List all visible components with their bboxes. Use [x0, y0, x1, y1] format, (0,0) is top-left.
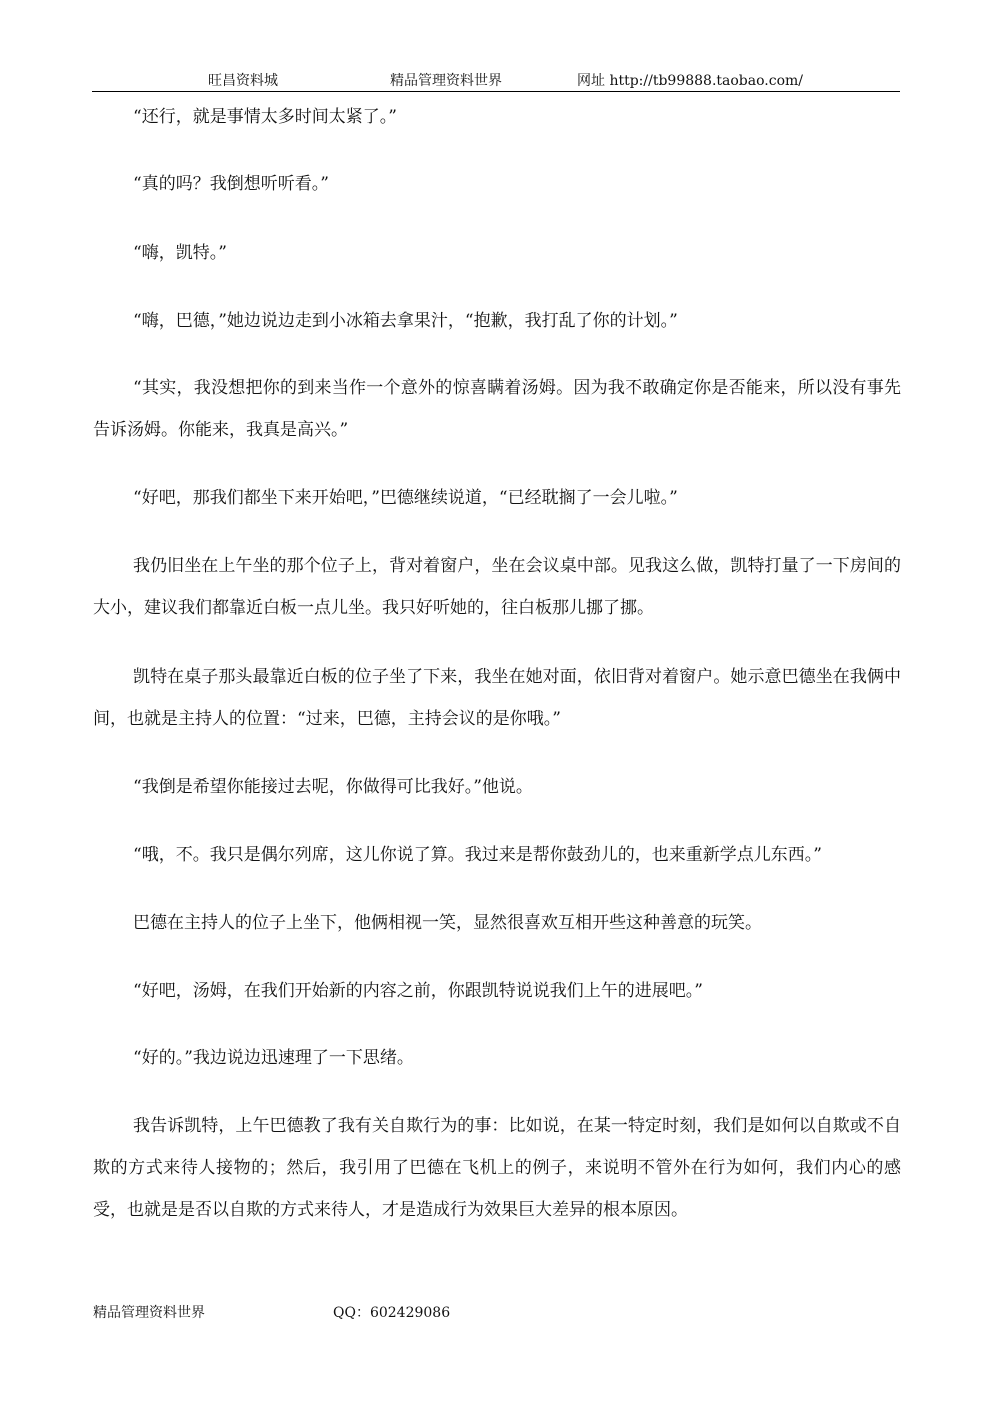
footer-qq: QQ：602429086: [333, 1305, 451, 1321]
paragraph: “还行，就是事情太多时间太紧了。”: [133, 107, 397, 127]
footer-site-name: 精品管理资料世界: [93, 1305, 205, 1321]
paragraph: “我倒是希望你能接过去呢，你做得可比我好。”他说。: [133, 777, 533, 797]
paragraph: 巴德在主持人的位子上坐下，他俩相视一笑，显然很喜欢互相开些这种善意的玩笑。: [133, 913, 762, 933]
header-url: 网址 http://tb99888.taobao.com/: [577, 73, 804, 89]
paragraph: 我仍旧坐在上午坐的那个位子上，背对着窗户，坐在会议桌中部。见我这么做，凯特打量了一下房间的大小，建议我们都靠近白板一点儿坐。我只好听她的，往白板那儿挪了挪。: [93, 556, 901, 618]
header-site-name: 旺昌资料城: [208, 73, 278, 89]
paragraph: 我告诉凯特，上午巴德教了我有关自欺行为的事：比如说，在某一特定时刻，我们是如何以自欺或不自欺的方式来待人接物的；然后，我引用了巴德在飞机上的例子，来说明不管外在行为如何，我们内心的感受，也就是是否以自欺的方式来待人，才是造成行为效果巨大差异的根本原因。: [93, 1116, 901, 1220]
header-rule: [92, 91, 900, 92]
page-header: [0, 70, 992, 92]
paragraph: “嗨，凯特。”: [133, 243, 227, 263]
paragraph: “真的吗？我倒想听听看。”: [133, 174, 329, 194]
paragraph: “嗨，巴德，”她边说边走到小冰箱去拿果汁，“抱歉，我打乱了你的计划。”: [133, 311, 678, 331]
paragraph: “其实，我没想把你的到来当作一个意外的惊喜瞒着汤姆。因为我不敢确定你是否能来，所以没有事先告诉汤姆。你能来，我真是高兴。”: [93, 378, 901, 440]
header-title: 精品管理资料世界: [390, 73, 502, 89]
paragraph: “哦，不。我只是偶尔列席，这儿你说了算。我过来是帮你鼓劲儿的，也来重新学点儿东西。”: [133, 845, 822, 865]
paragraph: “好吧，汤姆，在我们开始新的内容之前，你跟凯特说说我们上午的进展吧。”: [133, 981, 703, 1001]
paragraph: “好的。”我边说边迅速理了一下思绪。: [133, 1048, 414, 1068]
paragraph: 凯特在桌子那头最靠近白板的位子坐了下来，我坐在她对面，依旧背对着窗户。她示意巴德坐在我俩中间，也就是主持人的位置：“过来，巴德，主持会议的是你哦。”: [93, 667, 901, 729]
paragraph: “好吧，那我们都坐下来开始吧，”巴德继续说道，“已经耽搁了一会儿啦。”: [133, 488, 678, 508]
